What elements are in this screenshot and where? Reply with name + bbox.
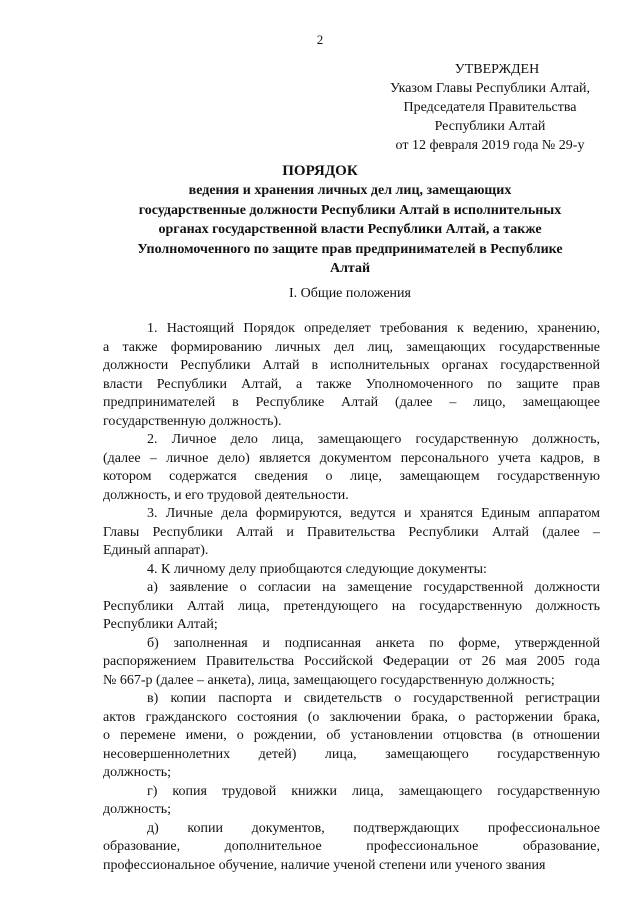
paragraph-line: актов гражданского состояния (о заключении брака, о расторжении брака, bbox=[103, 709, 600, 725]
paragraph-line: 4. К личному делу приобщаются следующие документы: bbox=[147, 561, 487, 577]
paragraph-line: государственную должность). bbox=[103, 413, 282, 429]
paragraph-line: распоряжением Правительства Российской Федерации от 26 мая 2005 года bbox=[103, 654, 600, 669]
section-heading: I. Общие положения bbox=[289, 286, 411, 301]
paragraph-line: должность, и его трудовой деятельности. bbox=[103, 487, 349, 503]
paragraph-line: а) заявление о согласии на замещение государственной должности bbox=[147, 580, 600, 595]
approval-line: Республики Алтай bbox=[434, 119, 546, 134]
approval-line: Председателя Правительства bbox=[403, 100, 577, 115]
subtitle-line: Уполномоченного по защите прав предпринимателей в Республике bbox=[137, 241, 563, 257]
paragraph-line: образование, дополнительное профессиональное образование, bbox=[103, 839, 600, 854]
paragraph-line: Главы Республики Алтай и Правительства Республики Алтай (далее – bbox=[103, 524, 600, 540]
paragraph-line: предпринимателей в Республике Алтай (далее – лицо, замещающее bbox=[103, 395, 600, 410]
paragraph-line: должности Республики Алтай в исполнительных органах государственной bbox=[103, 358, 600, 373]
paragraph-line: б) заполненная и подписанная анкета по форме, утвержденной bbox=[147, 635, 600, 651]
document-title: ПОРЯДОК bbox=[282, 163, 358, 179]
paragraph-line: 3. Личные дела формируются, ведутся и хранятся Единым аппаратом bbox=[147, 506, 600, 521]
subtitle-line: Алтай bbox=[329, 261, 371, 276]
subtitle-line: ведения и хранения личных дел лиц, замещающих bbox=[188, 183, 512, 198]
approval-line: УТВЕРЖДЕН bbox=[454, 62, 540, 77]
document-body bbox=[103, 320, 600, 875]
paragraph-line: г) копия трудовой книжки лица, замещающего государственную bbox=[147, 783, 600, 799]
document-subtitle bbox=[100, 181, 600, 279]
paragraph-line: в) копии паспорта и свидетельств о государственной регистрации bbox=[147, 691, 600, 706]
paragraph-line: о перемене имени, о рождении, об установлении отцовства (в отношении bbox=[103, 728, 600, 743]
paragraph-line: несовершеннолетних детей) лица, замещающего государственную bbox=[103, 746, 600, 762]
approval-line: от 12 февраля 2019 года № 29-у bbox=[395, 138, 585, 153]
paragraph-line: Республики Алтай лица, претендующего на государственную должность bbox=[103, 598, 600, 614]
page-number: 2 bbox=[316, 32, 324, 47]
paragraph-line: № 667-р (далее – анкета), лица, замещающего государственную должность; bbox=[103, 672, 555, 688]
paragraph-line: а также формированию личных дел лиц, замещающих государственные bbox=[103, 339, 600, 355]
paragraph-line: Единый аппарат). bbox=[103, 543, 209, 558]
paragraph-line: 2. Личное дело лица, замещающего государственную должность, bbox=[147, 432, 600, 447]
paragraph-line: власти Республики Алтай, а также Уполномоченного по защите прав bbox=[103, 376, 600, 392]
paragraph-line: 1. Настоящий Порядок определяет требования к ведению, хранению, bbox=[147, 321, 600, 336]
approval-stamp bbox=[380, 60, 600, 155]
paragraph-line: должность; bbox=[103, 802, 172, 817]
approval-line: Указом Главы Республики Алтай, bbox=[389, 81, 591, 96]
subtitle-line: государственные должности Республики Алтай в исполнительных bbox=[138, 202, 562, 218]
paragraph-line: Республики Алтай; bbox=[103, 617, 218, 632]
subtitle-line: органах государственной власти Республики Алтай, а также bbox=[158, 222, 542, 237]
paragraph-line: должность; bbox=[103, 765, 172, 780]
paragraph-line: (далее – личное дело) является документом персонального учета кадров, в bbox=[103, 450, 600, 466]
paragraph-line: профессиональное обучение, наличие ученой степени или ученого звания bbox=[103, 857, 546, 873]
paragraph-line: котором содержатся сведения о лице, замещающем государственную bbox=[103, 469, 600, 484]
paragraph-line: д) копии документов, подтверждающих профессиональное bbox=[147, 820, 600, 836]
